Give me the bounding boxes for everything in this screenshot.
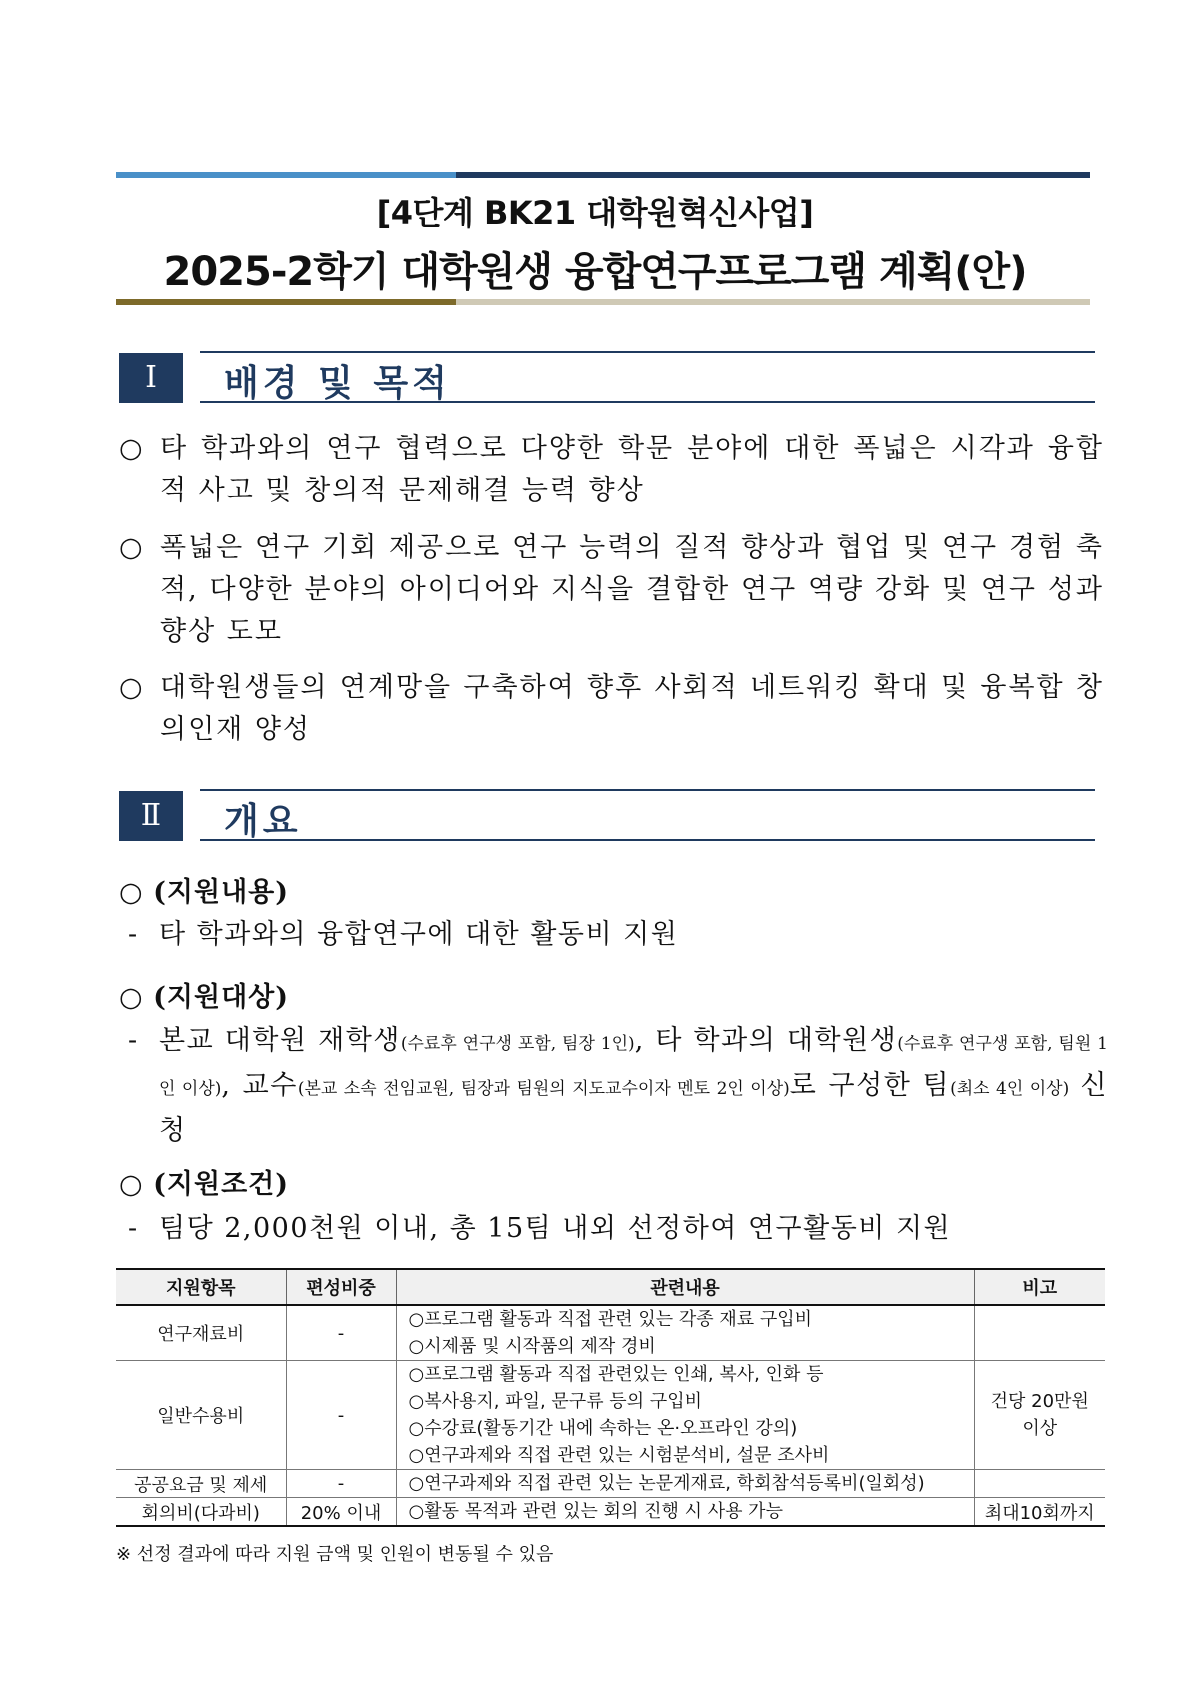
section1-item-3 [119,667,1104,751]
section1-item-2 [119,527,1104,653]
top-bar-light [116,172,456,178]
support-content-heading [119,870,289,909]
table-row [116,1498,1105,1527]
cell-content [396,1498,974,1527]
target-note3: (본교 소속 전임교원, 팀장과 팀원의 지도교수이자 멘토 2인 이상) [297,1079,790,1099]
support-target-line [128,1020,1108,1152]
note-line: 이상 [1022,1418,1058,1439]
cell-note [974,1470,1105,1498]
content-line: ○연구과제와 직접 관련 있는 시험분석비, 설문 조사비 [408,1445,830,1466]
content-line: ○수강료(활동기간 내에 속하는 온·오프라인 강의) [408,1418,798,1439]
cell-note [974,1361,1105,1470]
table-row [116,1305,1105,1361]
cell-item: 회의비(다과비) [116,1498,286,1527]
dash-marker: - [128,1213,139,1244]
cell-ratio: - [286,1470,396,1498]
note-line: 건당 20만원 [990,1391,1089,1412]
section1-number: Ⅰ [119,353,183,403]
table-header-row [116,1269,1105,1305]
item-text: 폭넓은 연구 기회 제공으로 연구 능력의 질적 향상과 협업 및 연구 경험 축적, 다양한 분야의 아이디어와 지식을 결합한 연구 역량 강화 및 연구 성과 향상 도모 [160,532,1104,647]
support-target-label: (지원대상) [153,982,290,1013]
content-line: ○프로그램 활동과 직접 관련있는 인쇄, 복사, 인화 등 [408,1364,824,1385]
support-condition-label: (지원조건) [153,1169,290,1200]
header-content: 관련내용 [396,1269,974,1305]
cell-item: 일반수용비 [116,1361,286,1470]
section2-bottom-rule [200,839,1095,841]
target-note2: (수료후 연구생 포함, 팀원 1인 이상) [159,1034,1108,1099]
target-note4: (최소 4인 이상) [950,1079,1070,1099]
section1-top-rule [200,351,1095,353]
item-text: 대학원생들의 연계망을 구축하여 향후 사회적 네트워킹 확대 및 융복합 창의인재 양성 [160,672,1104,745]
cell-item: 연구재료비 [116,1305,286,1361]
cell-note [974,1305,1105,1361]
document-subtitle: [4단계 BK21 대학원혁신사업] [376,194,814,232]
target-part4: 로 구성한 팀 [789,1070,951,1101]
dash-marker: - [128,1025,139,1056]
bullet-circle: ○ [119,672,145,703]
cell-content [396,1305,974,1361]
section2-top-rule [200,789,1095,791]
content-line: ○프로그램 활동과 직접 관련 있는 각종 재료 구입비 [408,1309,813,1330]
content-line: ○활동 목적과 관련 있는 회의 진행 시 사용 가능 [408,1501,783,1522]
target-part2: , 타 학과의 대학원생 [634,1025,898,1056]
content-line: ○시제품 및 시작품의 제작 경비 [408,1336,656,1357]
cell-content [396,1470,974,1498]
header-item: 지원항목 [116,1269,286,1305]
header-ratio: 편성비중 [286,1269,396,1305]
target-part5: 신청 [159,1070,1109,1146]
target-note1: (수료후 연구생 포함, 팀장 1인) [400,1034,635,1054]
bullet-circle: ○ [119,1169,144,1200]
section1-item-1 [119,428,1104,512]
footnote: ※ 선정 결과에 따라 지원 금액 및 인원이 변동될 수 있음 [116,1544,554,1565]
section2-number: Ⅱ [119,791,183,841]
support-condition-heading [119,1162,289,1201]
content-line: ○연구과제와 직접 관련 있는 논문게재료, 학회참석등록비(일회성) [408,1473,925,1494]
cell-note: 최대10회까지 [974,1498,1105,1527]
support-target-text [128,1020,1108,1152]
support-content-label: (지원내용) [153,877,290,908]
support-content-line [128,914,1108,956]
content-line: ○복사용지, 파일, 문구류 등의 구입비 [408,1391,702,1412]
section1-title: 배경 및 목적 [224,363,451,404]
bullet-circle: ○ [119,982,144,1013]
target-part1: 본교 대학원 재학생 [159,1025,401,1056]
budget-table [116,1268,1105,1527]
table-row [116,1470,1105,1498]
cell-ratio: 20% 이내 [286,1498,396,1527]
header-note: 비고 [974,1269,1105,1305]
cell-ratio: - [286,1305,396,1361]
support-target-heading [119,975,289,1014]
cell-item: 공공요금 및 제세 [116,1470,286,1498]
bottom-bar-beige [456,299,1090,305]
cell-ratio: - [286,1361,396,1470]
table-row [116,1361,1105,1470]
document-title: 2025-2학기 대학원생 융합연구프로그램 계획(안) [163,249,1027,295]
target-part3: , 교수 [221,1070,298,1101]
bullet-circle: ○ [119,433,145,464]
bottom-bar-olive [116,299,456,305]
top-bar-navy [456,172,1090,178]
support-content-text: 타 학과와의 융합연구에 대한 활동비 지원 [159,919,679,950]
bullet-circle: ○ [119,877,144,908]
section2-title: 개요 [224,801,302,842]
bullet-circle: ○ [119,532,145,563]
support-condition-line [128,1208,1108,1250]
item-text: 타 학과와의 연구 협력으로 다양한 학문 분야에 대한 폭넓은 시각과 융합적 사고 및 창의적 문제해결 능력 향상 [160,433,1104,506]
cell-content [396,1361,974,1470]
support-condition-text: 팀당 2,000천원 이내, 총 15팀 내외 선정하여 연구활동비 지원 [159,1213,952,1244]
dash-marker: - [128,919,139,950]
